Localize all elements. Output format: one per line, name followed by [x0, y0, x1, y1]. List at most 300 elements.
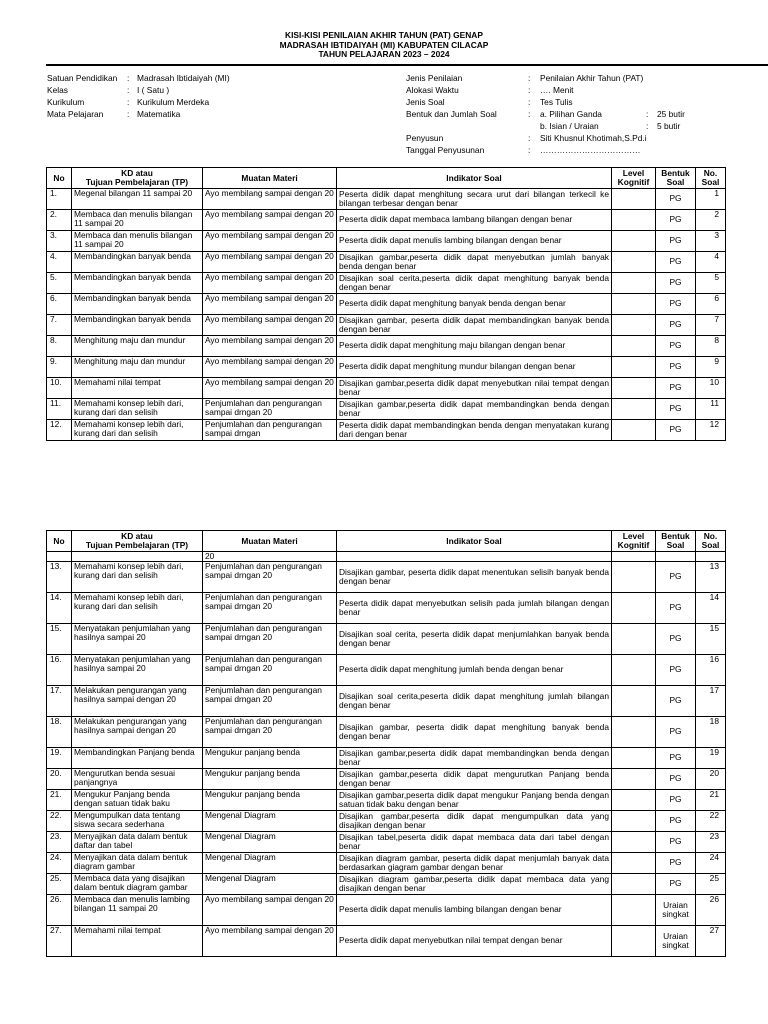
cell-muatan-materi: Mengenal Diagram — [203, 832, 337, 853]
cell-tujuan-pembelajaran: Membaca dan menulis lambing bilangan 11 sampai 20 — [72, 895, 203, 926]
cell-muatan-materi: Penjumlahan dan pengurangan sampai drngan 20 — [203, 624, 337, 655]
cell-no-soal: 3 — [696, 231, 726, 252]
cell-bentuk-soal: PG — [656, 624, 696, 655]
cell-no-soal: 27 — [696, 926, 726, 957]
table-row — [47, 273, 726, 294]
col-header-muatan: Muatan Materi — [203, 531, 337, 552]
col-header-kd-line2: Tujuan Pembelajaran (TP) — [85, 177, 189, 187]
meta-label: Penyusun — [406, 133, 444, 144]
meta-row — [47, 73, 377, 85]
cell-no: 11. — [47, 399, 72, 420]
meta-value: ……………………………… — [540, 145, 641, 156]
meta-row — [406, 85, 736, 97]
meta-row — [47, 109, 377, 121]
cell-indikator-soal: Disajikan gambar,peserta didik dapat menyebutkan jumlah banyak benda dengan benar — [337, 252, 612, 273]
cell-indikator-soal: Disajikan diagram gambar,peserta didik dapat membaca data yang disajikan dengan benar — [337, 874, 612, 895]
cell-no: 24. — [47, 853, 72, 874]
col-header-nosoal-line2: Soal — [701, 540, 720, 550]
cell-muatan-materi: Ayo membilang sampai dengan 20 — [203, 336, 337, 357]
cell-level-kognitif — [612, 769, 656, 790]
cell-indikator-soal: Peserta didik dapat menghitung jumlah benda dengan benar — [337, 655, 612, 686]
cell-indikator-soal: Disajikan soal cerita,peserta didik dapat menghitung banyak benda dengan benar — [337, 273, 612, 294]
cell-no: 1. — [47, 189, 72, 210]
cell-indikator-soal: Disajikan tabel,peserta didik dapat membaca data dari tabel dengan benar — [337, 832, 612, 853]
cell-tujuan-pembelajaran: Memahami nilai tempat — [72, 378, 203, 399]
col-header-kd-line1: KD atau — [121, 168, 153, 178]
cell-indikator-soal: Peserta didik dapat menghitung maju bilangan dengan benar — [337, 336, 612, 357]
col-header-kd — [72, 531, 203, 552]
cell-bentuk-soal: PG — [656, 294, 696, 315]
header-title: KISI-KISI PENILAIAN AKHIR TAHUN (PAT) GENAP — [285, 30, 483, 40]
meta-colon: : — [528, 97, 531, 108]
col-header-nosoal — [696, 531, 726, 552]
cell-muatan-materi: Penjumlahan dan pengurangan sampai drngan 20 — [203, 717, 337, 748]
cell-no-soal: 19 — [696, 748, 726, 769]
table-row — [47, 811, 726, 832]
cell-indikator-soal: Disajikan gambar, peserta didik dapat membandingkan banyak benda dengan benar — [337, 315, 612, 336]
table-row-continuation — [47, 552, 726, 562]
cell-level-kognitif — [612, 189, 656, 210]
cell-level-kognitif — [612, 210, 656, 231]
cell-bentuk-soal: PG — [656, 210, 696, 231]
cell-bentuk-soal: PG — [656, 853, 696, 874]
cell-muatan-materi: Ayo membilang sampai dengan 20 — [203, 273, 337, 294]
cell-no-soal: 16 — [696, 655, 726, 686]
cell-bentuk-soal: PG — [656, 655, 696, 686]
col-header-level — [612, 531, 656, 552]
meta-value: Tes Tulis — [540, 97, 573, 108]
meta-colon: : — [528, 85, 531, 96]
cell-bentuk-soal: PG — [656, 378, 696, 399]
cell-muatan-materi: Ayo membilang sampai dengan 20 — [203, 231, 337, 252]
cell-muatan-materi: Ayo membilang sampai dengan 20 — [203, 926, 337, 957]
cell-indikator-soal: Disajikan soal cerita, peserta didik dapat menjumlahkan banyak benda dengan benar — [337, 624, 612, 655]
cell-muatan-materi: Mengukur panjang benda — [203, 769, 337, 790]
cell-no: 12. — [47, 420, 72, 441]
col-header-nosoal-line1: No. — [703, 168, 718, 178]
meta-label: Kelas — [47, 85, 68, 96]
cell-muatan-materi: Penjumlahan dan pengurangan sampai drngan 20 — [203, 399, 337, 420]
kisi-kisi-table-2 — [46, 530, 726, 957]
cell-bentuk-soal: PG — [656, 686, 696, 717]
col-header-level-line1: Level — [622, 168, 645, 178]
cell-muatan-materi: Mengukur panjang benda — [203, 790, 337, 811]
cell-no: 26. — [47, 895, 72, 926]
cell-tujuan-pembelajaran: Memahami konsep lebih dari, kurang dari dan selisih — [72, 420, 203, 441]
meta-label: Alokasi Waktu — [406, 85, 459, 96]
cell-muatan-materi: Ayo membilang sampai dengan 20 — [203, 357, 337, 378]
table-row — [47, 357, 726, 378]
table-row — [47, 593, 726, 624]
bentuk-pg-value: 25 butir — [657, 109, 685, 120]
cell-no-soal: 22 — [696, 811, 726, 832]
bentuk-isian-value: 5 butir — [657, 121, 681, 132]
table-row — [47, 315, 726, 336]
cell-no-soal: 20 — [696, 769, 726, 790]
cell-indikator-soal: Disajikan soal cerita,peserta didik dapat menghitung jumlah bilangan dengan benar — [337, 686, 612, 717]
cell-indikator-soal: Peserta didik dapat menghitung mundur bilangan dengan benar — [337, 357, 612, 378]
cell-no: 4. — [47, 252, 72, 273]
meta-value: …. Menit — [540, 85, 574, 96]
header-institution: MADRASAH IBTIDAIYAH (MI) KABUPATEN CILACAP — [279, 39, 489, 50]
cell-bentuk-soal: PG — [656, 357, 696, 378]
cell-bentuk-soal: PG — [656, 231, 696, 252]
cell-muatan-materi: Ayo membilang sampai dengan 20 — [203, 895, 337, 926]
cell-no: 21. — [47, 790, 72, 811]
cell-bentuk-soal: PG — [656, 593, 696, 624]
cell-muatan-materi: Mengenal Diagram — [203, 874, 337, 895]
col-header-no: No — [47, 168, 72, 189]
meta-row — [406, 109, 736, 121]
muatan-continuation: 20 — [203, 552, 337, 562]
cell-no-soal: 10 — [696, 378, 726, 399]
cell-muatan-materi: Penjumlahan dan pengurangan sampai drngan 20 — [203, 593, 337, 624]
col-header-bentuk — [656, 531, 696, 552]
cell-level-kognitif — [612, 811, 656, 832]
cell-level-kognitif — [612, 832, 656, 853]
cell-level-kognitif — [612, 252, 656, 273]
col-header-kd — [72, 168, 203, 189]
cell-indikator-soal: Disajikan diagram gambar, peserta didik dapat menjumlah banyak data berdasarkan giagram gambar dengan benar — [337, 853, 612, 874]
cell-tujuan-pembelajaran: Menghitung maju dan mundur — [72, 357, 203, 378]
cell-tujuan-pembelajaran: Menyajikan data dalam bentuk daftar dan tabel — [72, 832, 203, 853]
cell-no-soal: 2 — [696, 210, 726, 231]
col-header-bentuk-line1: Bentuk — [661, 531, 690, 541]
cell-tujuan-pembelajaran: Megenal bilangan 11 sampai 20 — [72, 189, 203, 210]
cell-muatan-materi: Penjumlahan dan pengurangan sampai drngan 20 — [203, 562, 337, 593]
meta-label: Kurikulum — [47, 97, 85, 108]
cell-no: 27. — [47, 926, 72, 957]
cell-indikator-soal: Disajikan gambar,peserta didik dapat menyebutkan nilai tempat dengan benar — [337, 378, 612, 399]
cell-tujuan-pembelajaran: Menyatakan penjumlahan yang hasilnya sampai 20 — [72, 624, 203, 655]
col-header-kd-line1: KD atau — [121, 531, 153, 541]
meta-colon: : — [528, 133, 531, 144]
cell-bentuk-soal: PG — [656, 273, 696, 294]
table-row — [47, 686, 726, 717]
cell-tujuan-pembelajaran: Menyatakan penjumlahan yang hasilnya sampai 20 — [72, 655, 203, 686]
cell-tujuan-pembelajaran: Mengurutkan benda sesuai panjangnya — [72, 769, 203, 790]
cell-level-kognitif — [612, 717, 656, 748]
cell-tujuan-pembelajaran: Melakukan pengurangan yang hasilnya sampai dengan 20 — [72, 686, 203, 717]
cell-level-kognitif — [612, 231, 656, 252]
col-header-level-line2: Kognitif — [617, 540, 650, 550]
meta-label: Tanggal Penyusunan — [406, 145, 485, 156]
meta-row — [406, 145, 736, 157]
col-header-kd-line2: Tujuan Pembelajaran (TP) — [85, 540, 189, 550]
table-row — [47, 294, 726, 315]
cell-bentuk-soal: PG — [656, 717, 696, 748]
cell-bentuk-soal: PG — [656, 252, 696, 273]
cell-no-soal: 13 — [696, 562, 726, 593]
cell-no: 9. — [47, 357, 72, 378]
meta-row — [406, 73, 736, 85]
cell-no-soal: 17 — [696, 686, 726, 717]
meta-value: Kurikulum Merdeka — [137, 97, 210, 108]
cell-level-kognitif — [612, 686, 656, 717]
cell-no: 10. — [47, 378, 72, 399]
cell-bentuk-soal: PG — [656, 562, 696, 593]
cell-no: 5. — [47, 273, 72, 294]
meta-row — [47, 97, 377, 109]
meta-label: Jenis Penilaian — [406, 73, 463, 84]
cell-no: 7. — [47, 315, 72, 336]
cell-tujuan-pembelajaran: Membaca dan menulis bilangan 11 sampai 20 — [72, 231, 203, 252]
cell-no: 8. — [47, 336, 72, 357]
cell-no-soal: 1 — [696, 189, 726, 210]
cell-level-kognitif — [612, 294, 656, 315]
cell-no: 23. — [47, 832, 72, 853]
kisi-kisi-table-1 — [46, 167, 726, 441]
col-header-bentuk-line2: Soal — [666, 540, 685, 550]
cell-indikator-soal: Disajikan gambar,peserta didik dapat membandingkan benda dengan benar — [337, 748, 612, 769]
cell-bentuk-soal: PG — [656, 315, 696, 336]
cell-no-soal: 9 — [696, 357, 726, 378]
cell-bentuk-soal: PG — [656, 769, 696, 790]
cell-bentuk-soal: PG — [656, 874, 696, 895]
table-header-row — [47, 531, 726, 552]
bentuk-isian — [540, 122, 680, 131]
col-header-no: No — [47, 531, 72, 552]
cell-bentuk-soal: PG — [656, 336, 696, 357]
cell-no: 25. — [47, 874, 72, 895]
cell-tujuan-pembelajaran: Menghitung maju dan mundur — [72, 336, 203, 357]
cell-muatan-materi: Ayo membilang sampai dengan 20 — [203, 294, 337, 315]
cell-tujuan-pembelajaran: Mengukur Panjang benda dengan satuan tidak baku — [72, 790, 203, 811]
cell-level-kognitif — [612, 874, 656, 895]
cell-tujuan-pembelajaran: Memahami konsep lebih dari, kurang dari dan selisih — [72, 399, 203, 420]
cell-muatan-materi: Mengenal Diagram — [203, 853, 337, 874]
col-header-muatan: Muatan Materi — [203, 168, 337, 189]
cell-indikator-soal: Disajikan gambar,peserta didik dapat mengurutkan Panjang benda dengan benar — [337, 769, 612, 790]
col-header-level-line1: Level — [622, 531, 645, 541]
cell-no-soal: 23 — [696, 832, 726, 853]
cell-level-kognitif — [612, 748, 656, 769]
meta-label: Satuan Pendidikan — [47, 73, 118, 84]
table-row — [47, 231, 726, 252]
col-header-bentuk — [656, 168, 696, 189]
cell-bentuk-soal: PG — [656, 399, 696, 420]
meta-value: Madrasah Ibtidaiyah (MI) — [137, 73, 230, 84]
meta-colon: : — [646, 121, 649, 132]
cell-no-soal: 18 — [696, 717, 726, 748]
table-row — [47, 189, 726, 210]
cell-indikator-soal: Disajikan gambar,peserta didik dapat mengukur Panjang benda dengan satuan tidak baku dengan benar — [337, 790, 612, 811]
col-header-level — [612, 168, 656, 189]
cell-tujuan-pembelajaran: Mengumpulkan data tentang siswa secara sederhana — [72, 811, 203, 832]
cell-indikator-soal: Peserta didik dapat menghitung secara urut dari bilangan terkecil ke bilangan terbesar dengan benar — [337, 189, 612, 210]
table-row — [47, 926, 726, 957]
table-row — [47, 874, 726, 895]
meta-colon: : — [127, 109, 130, 120]
meta-label: Jenis Soal — [406, 97, 445, 108]
cell-level-kognitif — [612, 336, 656, 357]
meta-value: I ( Satu ) — [137, 85, 170, 96]
header-divider — [46, 64, 768, 66]
col-header-indikator: Indikator Soal — [337, 168, 612, 189]
cell-no-soal: 8 — [696, 336, 726, 357]
cell-indikator-soal: Disajikan gambar,peserta didik dapat membandingkan benda dengan benar — [337, 399, 612, 420]
col-header-bentuk-line2: Soal — [666, 177, 685, 187]
cell-tujuan-pembelajaran: Memahami konsep lebih dari, kurang dari dan selisih — [72, 593, 203, 624]
cell-muatan-materi: Ayo membilang sampai dengan 20 — [203, 210, 337, 231]
cell-indikator-soal: Peserta didik dapat menulis lambing bilangan dengan benar — [337, 231, 612, 252]
cell-no-soal: 12 — [696, 420, 726, 441]
table-2-body — [47, 552, 726, 957]
cell-bentuk-soal: PG — [656, 189, 696, 210]
table-row — [47, 399, 726, 420]
cell-indikator-soal: Peserta didik dapat membaca lambang bilangan dengan benar — [337, 210, 612, 231]
table-row — [47, 252, 726, 273]
meta-value: Matematika — [137, 109, 181, 120]
cell-indikator-soal: Peserta didik dapat menyebutkan selisih pada jumlah bilangan dengan benar — [337, 593, 612, 624]
cell-bentuk-soal: PG — [656, 832, 696, 853]
cell-muatan-materi: Penjumlahan dan pengurangan sampai drngan — [203, 420, 337, 441]
meta-value: Penilaian Akhir Tahun (PAT) — [540, 73, 644, 84]
cell-muatan-materi: Ayo membilang sampai dengan 20 — [203, 189, 337, 210]
table-1-body — [47, 189, 726, 441]
cell-no-soal: 11 — [696, 399, 726, 420]
col-header-nosoal — [696, 168, 726, 189]
cell-muatan-materi: Penjumlahan dan pengurangan sampai drngan 20 — [203, 686, 337, 717]
header-year: TAHUN PELAJARAN 2023 – 2024 — [318, 49, 450, 59]
cell-no: 15. — [47, 624, 72, 655]
cell-level-kognitif — [612, 655, 656, 686]
table-row — [47, 832, 726, 853]
col-header-bentuk-line1: Bentuk — [661, 168, 690, 178]
cell-no-soal: 6 — [696, 294, 726, 315]
table-row — [47, 748, 726, 769]
cell-level-kognitif — [612, 273, 656, 294]
cell-no: 18. — [47, 717, 72, 748]
cell-level-kognitif — [612, 926, 656, 957]
document-header — [0, 31, 768, 60]
cell-tujuan-pembelajaran: Menyajikan data dalam bentuk diagram gambar — [72, 853, 203, 874]
table-row — [47, 769, 726, 790]
cell-muatan-materi: Ayo membilang sampai dengan 20 — [203, 378, 337, 399]
table-row — [47, 790, 726, 811]
cell-bentuk-soal: Uraian singkat — [656, 926, 696, 957]
cell-no-soal: 5 — [696, 273, 726, 294]
cell-level-kognitif — [612, 895, 656, 926]
meta-label: Bentuk dan Jumlah Soal — [406, 109, 497, 120]
table-row — [47, 562, 726, 593]
cell-level-kognitif — [612, 420, 656, 441]
cell-level-kognitif — [612, 315, 656, 336]
cell-bentuk-soal: PG — [656, 748, 696, 769]
meta-row — [47, 85, 377, 97]
cell-tujuan-pembelajaran: Membandingkan banyak benda — [72, 315, 203, 336]
meta-left — [47, 73, 377, 121]
cell-tujuan-pembelajaran: Membandingkan banyak benda — [72, 294, 203, 315]
table-row — [47, 336, 726, 357]
cell-no: 20. — [47, 769, 72, 790]
cell-bentuk-soal: PG — [656, 420, 696, 441]
cell-level-kognitif — [612, 399, 656, 420]
table-header-row — [47, 168, 726, 189]
cell-indikator-soal: Peserta didik dapat menghitung banyak benda dengan benar — [337, 294, 612, 315]
cell-no: 16. — [47, 655, 72, 686]
cell-indikator-soal: Disajikan gambar, peserta didik dapat menghitung banyak benda dengan benar — [337, 717, 612, 748]
cell-no-soal: 14 — [696, 593, 726, 624]
bentuk-isian-label: b. Isian / Uraian — [540, 121, 599, 132]
cell-bentuk-soal: PG — [656, 811, 696, 832]
cell-tujuan-pembelajaran: Membandingkan banyak benda — [72, 252, 203, 273]
cell-no-soal: 7 — [696, 315, 726, 336]
cell-muatan-materi: Mengukur panjang benda — [203, 748, 337, 769]
cell-level-kognitif — [612, 593, 656, 624]
cell-indikator-soal: Disajikan gambar, peserta didik dapat menentukan selisih banyak benda dengan benar — [337, 562, 612, 593]
cell-no: 19. — [47, 748, 72, 769]
bentuk-pg — [540, 110, 685, 119]
cell-muatan-materi: Ayo membilang sampai dengan 20 — [203, 252, 337, 273]
cell-no-soal: 26 — [696, 895, 726, 926]
cell-level-kognitif — [612, 378, 656, 399]
cell-indikator-soal: Disajikan gambar,peserta didik dapat mengumpulkan data yang disajikan dengan benar — [337, 811, 612, 832]
cell-muatan-materi: Ayo membilang sampai dengan 20 — [203, 315, 337, 336]
cell-no-soal: 21 — [696, 790, 726, 811]
cell-level-kognitif — [612, 853, 656, 874]
meta-colon: : — [646, 109, 649, 120]
cell-indikator-soal: Peserta didik dapat membandingkan benda dengan menyatakan kurang dari dengan benar — [337, 420, 612, 441]
cell-no: 13. — [47, 562, 72, 593]
cell-no: 22. — [47, 811, 72, 832]
meta-value: Siti Khusnul Khotimah,S.Pd.i — [540, 133, 647, 144]
meta-colon: : — [127, 85, 130, 96]
meta-label: Mata Pelajaran — [47, 109, 104, 120]
cell-bentuk-soal: Uraian singkat — [656, 895, 696, 926]
meta-right — [406, 73, 736, 157]
col-header-nosoal-line1: No. — [703, 531, 718, 541]
table-row — [47, 624, 726, 655]
meta-colon: : — [528, 145, 531, 156]
meta-colon: : — [528, 109, 531, 120]
table-row — [47, 420, 726, 441]
meta-row — [406, 121, 736, 133]
cell-indikator-soal: Peserta didik dapat menulis lambing bilangan dengan benar — [337, 895, 612, 926]
table-row — [47, 717, 726, 748]
cell-tujuan-pembelajaran: Memahami konsep lebih dari, kurang dari dan selisih — [72, 562, 203, 593]
cell-no: 6. — [47, 294, 72, 315]
bentuk-pg-label: a. Pilihan Ganda — [540, 109, 602, 120]
meta-colon: : — [127, 73, 130, 84]
cell-tujuan-pembelajaran: Membaca data yang disajikan dalam bentuk diagram gambar — [72, 874, 203, 895]
meta-colon: : — [127, 97, 130, 108]
meta-row — [406, 133, 736, 145]
cell-no-soal: 25 — [696, 874, 726, 895]
cell-tujuan-pembelajaran: Membandingkan banyak benda — [72, 273, 203, 294]
cell-no-soal: 24 — [696, 853, 726, 874]
cell-level-kognitif — [612, 562, 656, 593]
cell-no-soal: 4 — [696, 252, 726, 273]
table-row — [47, 895, 726, 926]
cell-no-soal: 15 — [696, 624, 726, 655]
cell-muatan-materi: Penjumlahan dan pengurangan sampai drngan 20 — [203, 655, 337, 686]
cell-bentuk-soal: PG — [656, 790, 696, 811]
meta-colon: : — [528, 73, 531, 84]
meta-row — [406, 97, 736, 109]
cell-no: 3. — [47, 231, 72, 252]
cell-no: 2. — [47, 210, 72, 231]
cell-tujuan-pembelajaran: Memahami nilai tempat — [72, 926, 203, 957]
cell-no: 14. — [47, 593, 72, 624]
cell-level-kognitif — [612, 624, 656, 655]
cell-indikator-soal: Peserta didik dapat menyebutkan nilai tempat dengan benar — [337, 926, 612, 957]
cell-level-kognitif — [612, 790, 656, 811]
table-row — [47, 853, 726, 874]
col-header-indikator: Indikator Soal — [337, 531, 612, 552]
col-header-level-line2: Kognitif — [617, 177, 650, 187]
cell-level-kognitif — [612, 357, 656, 378]
